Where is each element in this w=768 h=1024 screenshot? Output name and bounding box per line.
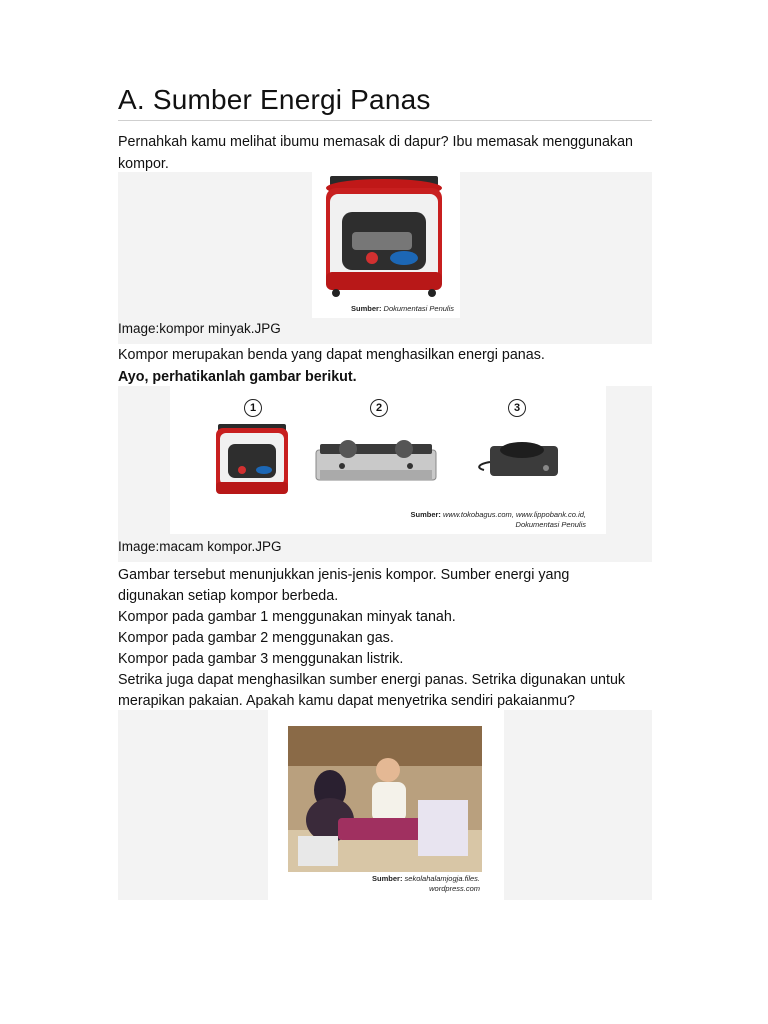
body-line-2: digunakan setiap kompor berbeda. (118, 588, 339, 604)
kerosene-stove-image (312, 172, 460, 318)
ironing-photo (268, 710, 504, 900)
figure2-caption: Image:macam kompor.JPG (118, 539, 282, 554)
paragraph-intro-line2: kompor. (118, 156, 169, 172)
figure-kerosene-stove-box (118, 172, 652, 344)
figure2-source: Sumber: www.tokobagus.com, www.lippobank.co.id, Dokumentasi Penulis (410, 510, 586, 529)
paragraph-ayo: Ayo, perhatikanlah gambar berikut. (118, 369, 357, 385)
number-label-1: 1 (244, 399, 262, 417)
body-line-7: merapikan pakaian. Apakah kamu dapat menyetrika sendiri pakaianmu? (118, 693, 575, 709)
section-heading: A. Sumber Energi Panas (118, 84, 431, 115)
number-label-2: 2 (370, 399, 388, 417)
figure-stove-types-box (118, 386, 652, 562)
paragraph-intro-line1: Pernahkah kamu melihat ibumu memasak di dapur? Ibu memasak menggunakan (118, 134, 633, 150)
figure3-source: Sumber: sekolahalamjogja.files. wordpress.com (372, 874, 480, 893)
figure1-caption: Image:kompor minyak.JPG (118, 321, 281, 336)
number-label-3: 3 (508, 399, 526, 417)
stove-types-image (170, 386, 606, 534)
figure1-source: Sumber: Dokumentasi Penulis (351, 304, 454, 313)
figure-ironing-box (118, 710, 652, 900)
body-line-4: Kompor pada gambar 2 menggunakan gas. (118, 630, 394, 646)
paragraph-kompor-energi: Kompor merupakan benda yang dapat menghasilkan energi panas. (118, 347, 545, 363)
body-line-5: Kompor pada gambar 3 menggunakan listrik. (118, 651, 404, 667)
body-line-6: Setrika juga dapat menghasilkan sumber energi panas. Setrika digunakan untuk (118, 672, 626, 688)
heading-divider (118, 120, 652, 121)
body-line-3: Kompor pada gambar 1 menggunakan minyak tanah. (118, 609, 456, 625)
body-line-1: Gambar tersebut menunjukkan jenis-jenis kompor. Sumber energi yang (118, 567, 570, 583)
ironing-photo-frame (268, 710, 504, 900)
